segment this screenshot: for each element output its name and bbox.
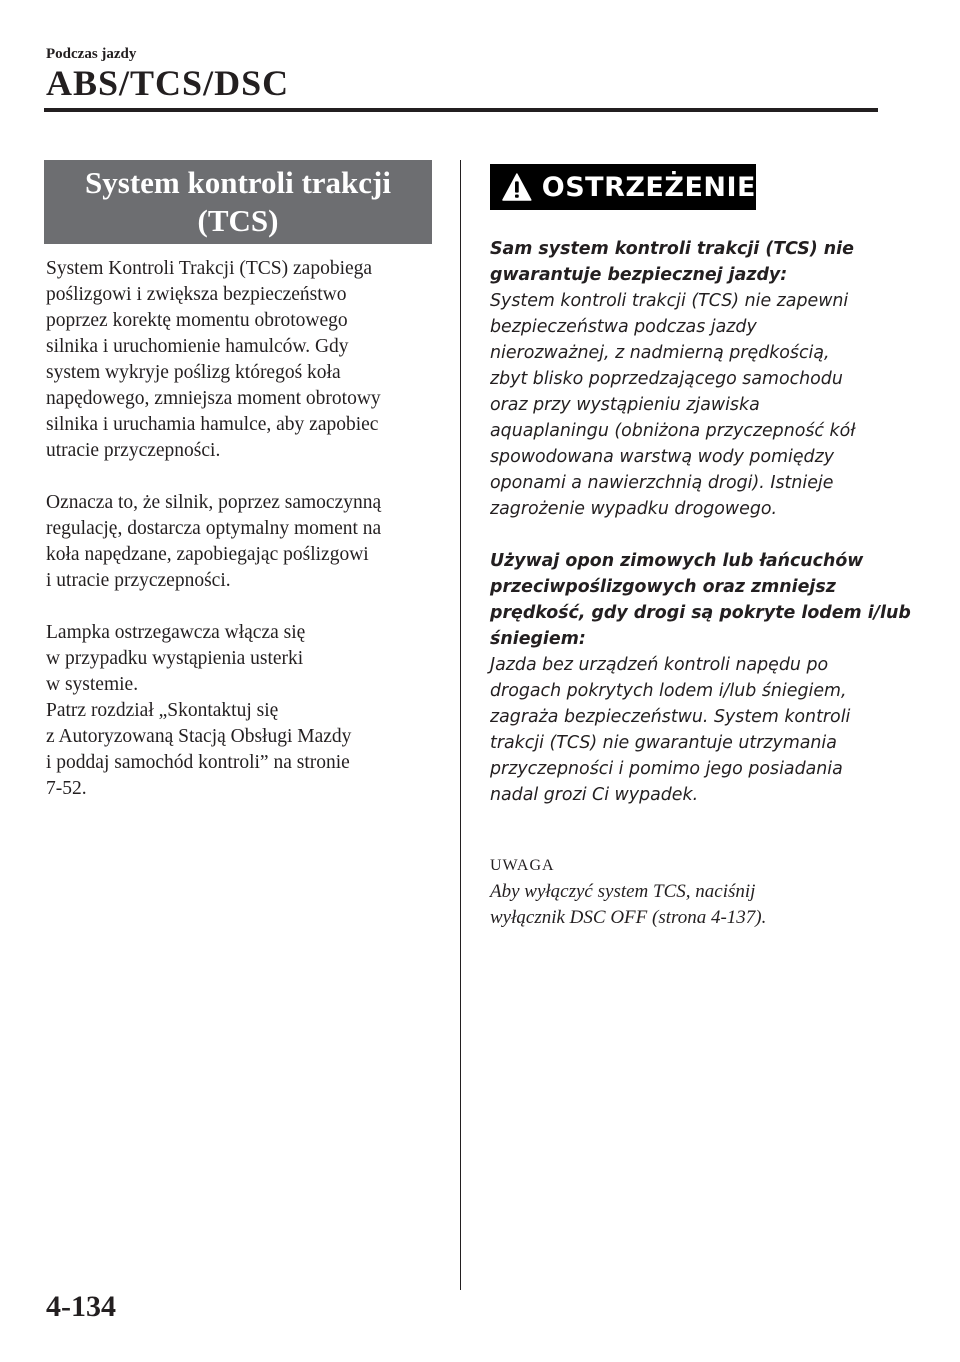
text-line: poprzez korektę momentu obrotowego — [46, 310, 348, 331]
warning-line: aquaplaningu (obniżona przyczepność kół — [490, 421, 856, 441]
warning-line: przyczepności i pomimo jego posiadania — [490, 759, 843, 779]
warning-heading-line: przeciwpoślizgowych oraz zmniejsz — [490, 577, 836, 597]
chapter-label: Podczas jazdy — [46, 46, 137, 62]
warning-line: zagrożenie wypadku drogowego. — [490, 499, 778, 519]
text-line: i utracie przyczepności. — [46, 570, 231, 591]
text-line: System Kontroli Trakcji (TCS) zapobiega — [46, 258, 373, 279]
column-divider — [460, 160, 461, 1290]
paragraph-3 — [46, 620, 436, 802]
warning-block-1 — [490, 236, 890, 522]
text-line: w systemie. — [46, 674, 139, 695]
warning-text — [490, 236, 911, 834]
page-number: 4-134 — [46, 1290, 116, 1323]
note-block — [490, 853, 766, 931]
paragraph-1 — [46, 256, 436, 464]
text-line: napędowego, zmniejsza moment obrotowy — [46, 388, 381, 409]
warning-line: Jazda bez urządzeń kontroli napędu po — [490, 655, 829, 675]
warning-line: System kontroli trakcji (TCS) nie zapewni — [490, 291, 849, 311]
text-line: Lampka ostrzegawcza włącza się — [46, 622, 306, 643]
page-reference: 7-52. — [46, 778, 87, 799]
warning-line: oraz przy wystąpieniu zjawiska — [490, 395, 760, 415]
tcs-heading — [44, 160, 432, 244]
warning-heading-line: Sam system kontroli trakcji (TCS) nie — [490, 239, 854, 259]
warning-heading-line: śniegiem: — [490, 629, 586, 649]
note-line: Aby wyłączyć system TCS, naciśnij — [490, 881, 756, 902]
text-line: silnika i uruchamia hamulce, aby zapobiec — [46, 414, 379, 435]
text-line: z Autoryzowaną Stacją Obsługi Mazdy — [46, 726, 352, 747]
warning-banner — [490, 164, 756, 210]
warning-line: nierozważnej, z nadmierną prędkością, — [490, 343, 830, 363]
text-line: regulację, dostarcza optymalny moment na — [46, 518, 382, 539]
warning-triangle-icon — [502, 172, 532, 202]
text-line: koła napędzane, zapobiegając poślizgowi — [46, 544, 369, 565]
warning-heading-line: prędkość, gdy drogi są pokryte lodem i/lub — [490, 603, 911, 623]
section-title: ABS/TCS/DSC — [46, 63, 290, 103]
text-line: Patrz rozdział „Skontaktuj się — [46, 700, 279, 721]
text-line: system wykryje poślizg któregoś koła — [46, 362, 341, 383]
warning-line: oponami a nawierzchnią drogi). Istnieje — [490, 473, 834, 493]
warning-line: trakcji (TCS) nie gwarantuje utrzymania — [490, 733, 837, 753]
warning-block-2 — [490, 548, 911, 808]
text-line: poślizgowi i zwiększa bezpieczeństwo — [46, 284, 347, 305]
warning-line: bezpieczeństwa podczas jazdy — [490, 317, 757, 337]
text-line: Oznacza to, że silnik, poprzez samoczynną — [46, 492, 382, 513]
tcs-heading-line2: (TCS) — [197, 203, 279, 238]
paragraph-2 — [46, 490, 436, 594]
text-line: w przypadku wystąpienia usterki — [46, 648, 304, 669]
warning-line: zagraża bezpieczeństwu. System kontroli — [490, 707, 851, 727]
warning-heading-line: Używaj opon zimowych lub łańcuchów — [490, 551, 864, 571]
header-divider — [44, 108, 878, 112]
warning-line: drogach pokrytych lodem i/lub śniegiem, — [490, 681, 847, 701]
left-column-text — [46, 256, 436, 828]
tcs-heading-line1: System kontroli trakcji — [85, 165, 391, 200]
warning-title: OSTRZEŻENIE — [541, 171, 756, 203]
text-line: silnika i uruchomienie hamulców. Gdy — [46, 336, 349, 357]
text-line: i poddaj samochód kontroli” na stronie — [46, 752, 350, 773]
warning-line: spowodowana warstwą wody pomiędzy — [490, 447, 835, 467]
warning-line: nadal grozi Ci wypadek. — [490, 785, 699, 805]
text-line: utracie przyczepności. — [46, 440, 221, 461]
note-title: UWAGA — [490, 857, 555, 874]
warning-heading-line: gwarantuje bezpiecznej jazdy: — [490, 265, 788, 285]
warning-line: zbyt blisko poprzedzającego samochodu — [490, 369, 843, 389]
note-line: wyłącznik DSC OFF (strona 4-137). — [490, 907, 767, 928]
